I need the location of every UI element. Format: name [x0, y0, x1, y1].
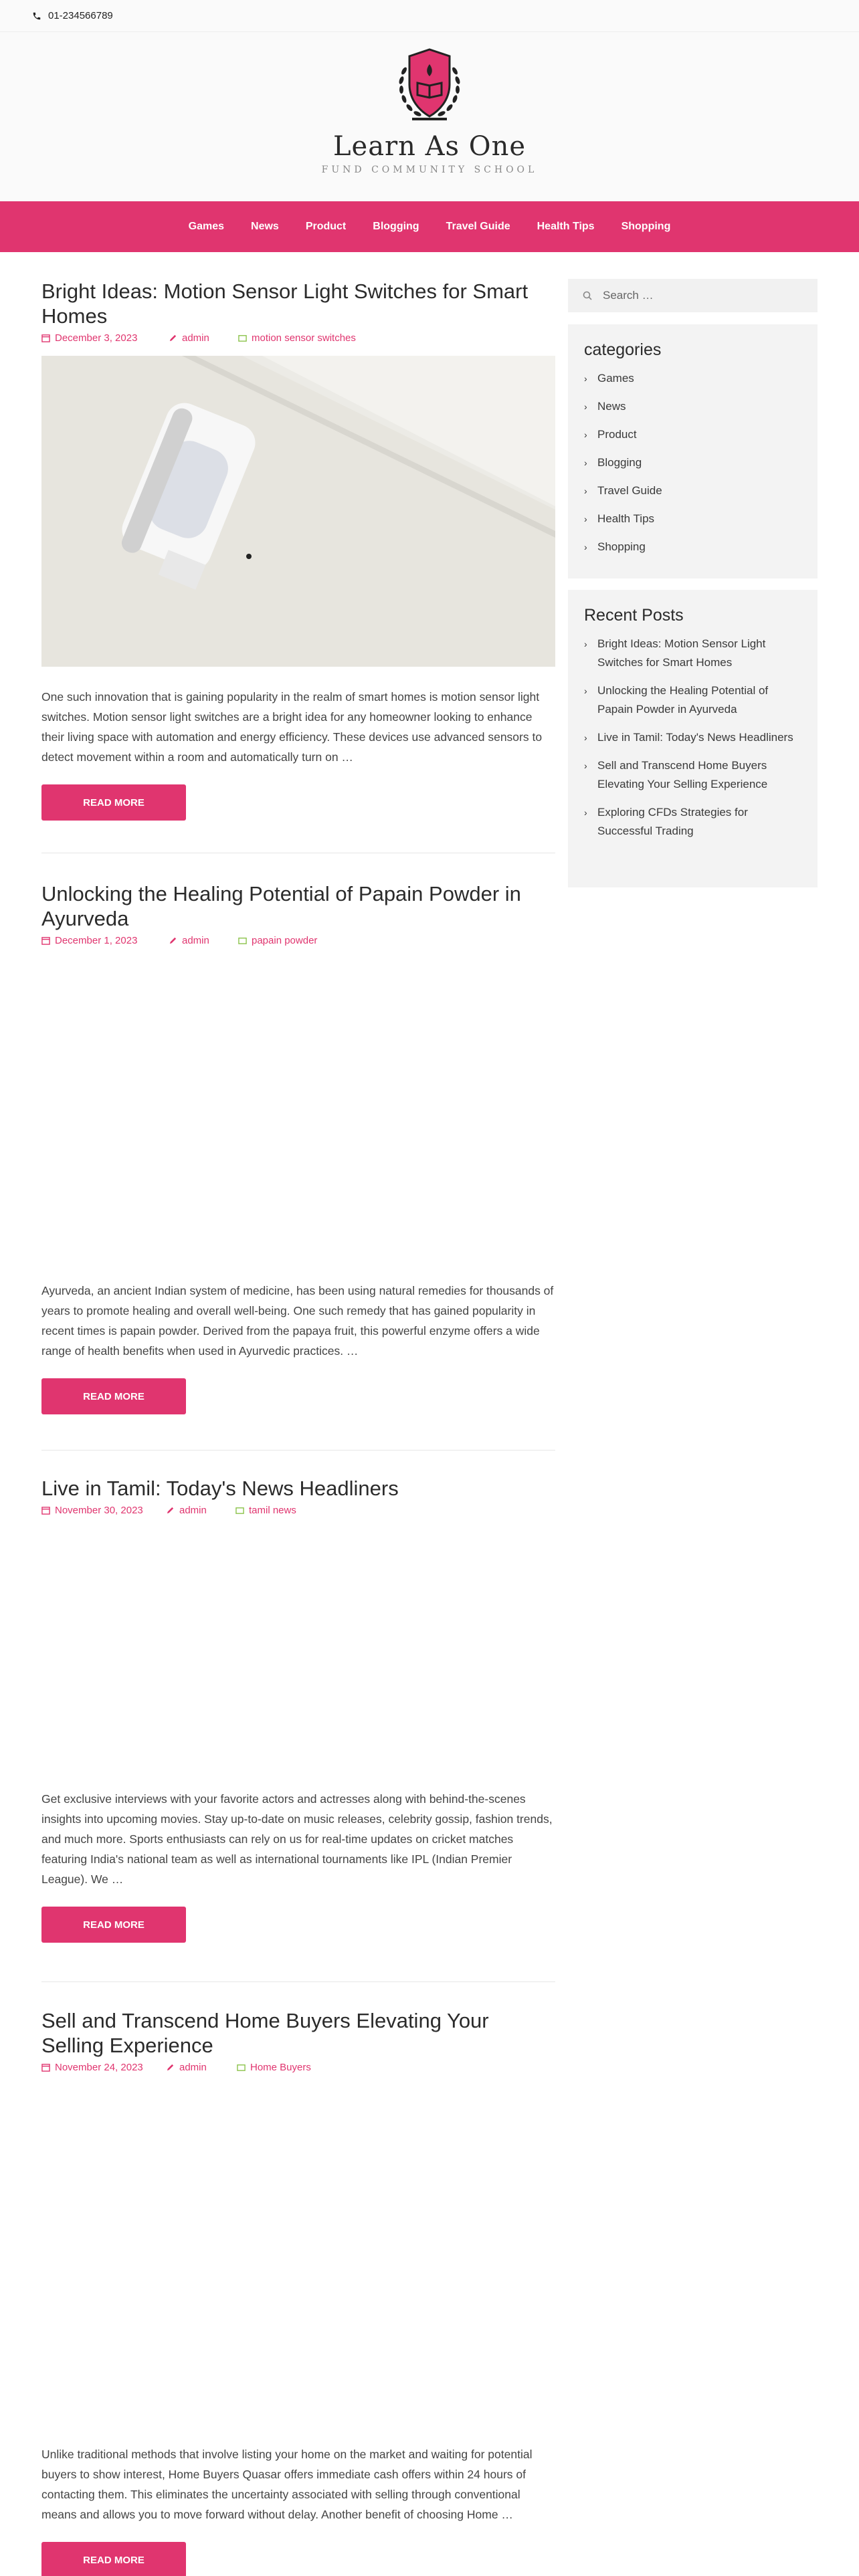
pencil-icon [166, 2063, 175, 2072]
phone-icon [32, 11, 41, 21]
post-thumbnail-blank [41, 946, 555, 1281]
post-meta [41, 2062, 555, 2073]
nav-item-blogging[interactable]: Blogging [373, 221, 419, 232]
folder-icon [237, 2063, 246, 2072]
chevron-right-icon: › [584, 685, 587, 696]
post-date[interactable]: November 30, 2023 [55, 1505, 143, 1516]
post-title[interactable]: Unlocking the Healing Potential of Papain Powder in Ayurveda [41, 882, 521, 930]
category-label[interactable]: Health Tips [597, 512, 655, 525]
nav-item-travel-guide[interactable]: Travel Guide [446, 221, 510, 232]
post-article [41, 1476, 555, 1943]
site-tagline: FUND COMMUNITY SCHOOL [321, 165, 538, 175]
post-title[interactable]: Sell and Transcend Home Buyers Elevating Your Selling Experience [41, 2009, 489, 2057]
site-logo[interactable] [383, 44, 476, 132]
calendar-icon [41, 1506, 50, 1515]
chevron-right-icon: › [584, 457, 587, 468]
chevron-right-icon: › [584, 401, 587, 412]
recent-posts-widget [568, 590, 818, 887]
category-item[interactable] [584, 510, 801, 528]
phone-number[interactable]: 01-234566789 [48, 10, 113, 21]
nav-item-shopping[interactable]: Shopping [621, 221, 671, 232]
recent-post-item[interactable] [584, 635, 801, 672]
post-author[interactable]: admin [182, 935, 209, 946]
post-author[interactable]: admin [179, 2062, 207, 2073]
post-meta [41, 935, 555, 946]
post-meta [41, 332, 555, 344]
post-excerpt: Unlike traditional methods that involve listing your home on the market and waiting for potential buyers to show interest, Home Buyers Quasar offers immediate cash offers within 24 hours of contacting them. This eliminates the uncertainty associated with selling through conventional means and allows you to move forward without delay. Another benefit of choosing Home … [41, 2448, 533, 2521]
post-category[interactable]: tamil news [249, 1505, 296, 1516]
calendar-icon [41, 2063, 50, 2072]
nav-item-product[interactable]: Product [305, 221, 347, 232]
folder-icon [238, 936, 247, 945]
post-title[interactable]: Bright Ideas: Motion Sensor Light Switches for Smart Homes [41, 280, 529, 328]
top-bar [0, 0, 859, 32]
recent-post-item[interactable] [584, 803, 801, 841]
pencil-icon [169, 936, 177, 945]
category-label[interactable]: Travel Guide [597, 484, 662, 497]
chevron-right-icon: › [584, 639, 587, 649]
chevron-right-icon: › [584, 542, 587, 552]
post-meta [41, 1505, 555, 1516]
post-article [41, 881, 555, 1414]
nav-item-health-tips[interactable]: Health Tips [537, 221, 595, 232]
categories-title: categories [584, 340, 662, 359]
post-excerpt: Ayurveda, an ancient Indian system of medicine, has been using natural remedies for thousands of years to promote healing and overall well-being. One such remedy that has gained popularity in recent times is papain powder. Derived from the papaya fruit, this powerful enzyme offers a wide range of health benefits when used in Ayurvedic practices. … [41, 1284, 554, 1358]
recent-post-item[interactable] [584, 756, 801, 794]
category-item[interactable] [584, 369, 801, 388]
read-more-button[interactable]: READ MORE [41, 784, 186, 821]
nav-item-games[interactable]: Games [188, 221, 225, 232]
recent-post-link[interactable]: Live in Tamil: Today's News Headliners [597, 731, 793, 744]
post-author[interactable]: admin [182, 332, 209, 344]
recent-post-link[interactable]: Bright Ideas: Motion Sensor Light Switches for Smart Homes [597, 637, 766, 669]
read-more-button[interactable]: READ MORE [41, 1378, 186, 1414]
category-item[interactable] [584, 453, 801, 472]
site-header [0, 32, 859, 201]
chevron-right-icon: › [584, 373, 587, 384]
category-label[interactable]: News [597, 400, 626, 413]
category-item[interactable] [584, 538, 801, 556]
search-box[interactable] [568, 279, 818, 312]
post-article [41, 279, 555, 821]
post-divider [41, 1981, 555, 1982]
category-label[interactable]: Games [597, 372, 634, 385]
post-excerpt: Get exclusive interviews with your favorite actors and actresses along with behind-the-scenes insights into upcoming movies. Stay up-to-date on music releases, celebrity gossip, fashion trends, and much more. Sports enthusiasts can rely on us for real-time updates on cricket matches featuring India's national team as well as international tournaments like IPL (Indian Premier League). We … [41, 1792, 553, 1886]
post-title[interactable]: Live in Tamil: Today's News Headliners [41, 1477, 399, 1500]
read-more-button[interactable]: READ MORE [41, 1907, 186, 1943]
main-nav [0, 201, 859, 252]
site-title[interactable]: Learn As One [332, 131, 527, 162]
post-thumbnail-blank [41, 2073, 555, 2444]
post-date[interactable]: December 3, 2023 [55, 332, 138, 344]
category-item[interactable] [584, 425, 801, 444]
category-item[interactable] [584, 397, 801, 416]
chevron-right-icon: › [584, 760, 587, 771]
chevron-right-icon: › [584, 807, 587, 818]
post-category[interactable]: papain powder [252, 935, 318, 946]
chevron-right-icon: › [584, 732, 587, 743]
calendar-icon [41, 936, 50, 945]
nav-item-news[interactable]: News [251, 221, 279, 232]
pencil-icon [169, 334, 177, 342]
read-more-button[interactable]: READ MORE [41, 2542, 186, 2576]
pencil-icon [166, 1506, 175, 1515]
post-article [41, 2008, 555, 2576]
category-label[interactable]: Product [597, 428, 637, 441]
search-icon [583, 291, 592, 300]
folder-icon [238, 334, 247, 342]
calendar-icon [41, 334, 50, 342]
post-date[interactable]: December 1, 2023 [55, 935, 138, 946]
post-category[interactable]: Home Buyers [250, 2062, 311, 2073]
category-label[interactable]: Blogging [597, 456, 642, 469]
post-excerpt: One such innovation that is gaining popularity in the realm of smart homes is motion sensor light switches. Motion sensor light switches are a bright idea for any homeowner looking to enhance their living space with automation and energy efficiency. These devices use advanced sensors to detect movement within a room and automatically turn on … [41, 690, 543, 764]
chevron-right-icon: › [584, 514, 587, 524]
recent-posts-title: Recent Posts [584, 606, 684, 625]
post-author[interactable]: admin [179, 1505, 207, 1516]
post-category[interactable]: motion sensor switches [252, 332, 356, 344]
post-date[interactable]: November 24, 2023 [55, 2062, 143, 2073]
search-input[interactable]: Search … [603, 289, 654, 302]
recent-post-item[interactable] [584, 681, 801, 719]
category-item[interactable] [584, 481, 801, 500]
recent-post-link[interactable]: Unlocking the Healing Potential of Papain Powder in Ayurveda [597, 684, 769, 716]
category-label[interactable]: Shopping [597, 540, 646, 553]
folder-icon [235, 1506, 244, 1515]
post-thumbnail-blank [41, 1516, 555, 1789]
recent-post-link[interactable]: Exploring CFDs Strategies for Successful Trading [597, 806, 748, 837]
recent-post-item[interactable] [584, 728, 801, 747]
post-divider [41, 1450, 555, 1451]
chevron-right-icon: › [584, 486, 587, 496]
chevron-right-icon: › [584, 429, 587, 440]
recent-post-link[interactable]: Sell and Transcend Home Buyers Elevating Your Selling Experience [597, 759, 768, 790]
categories-widget [568, 324, 818, 578]
post-thumbnail[interactable] [41, 356, 555, 667]
